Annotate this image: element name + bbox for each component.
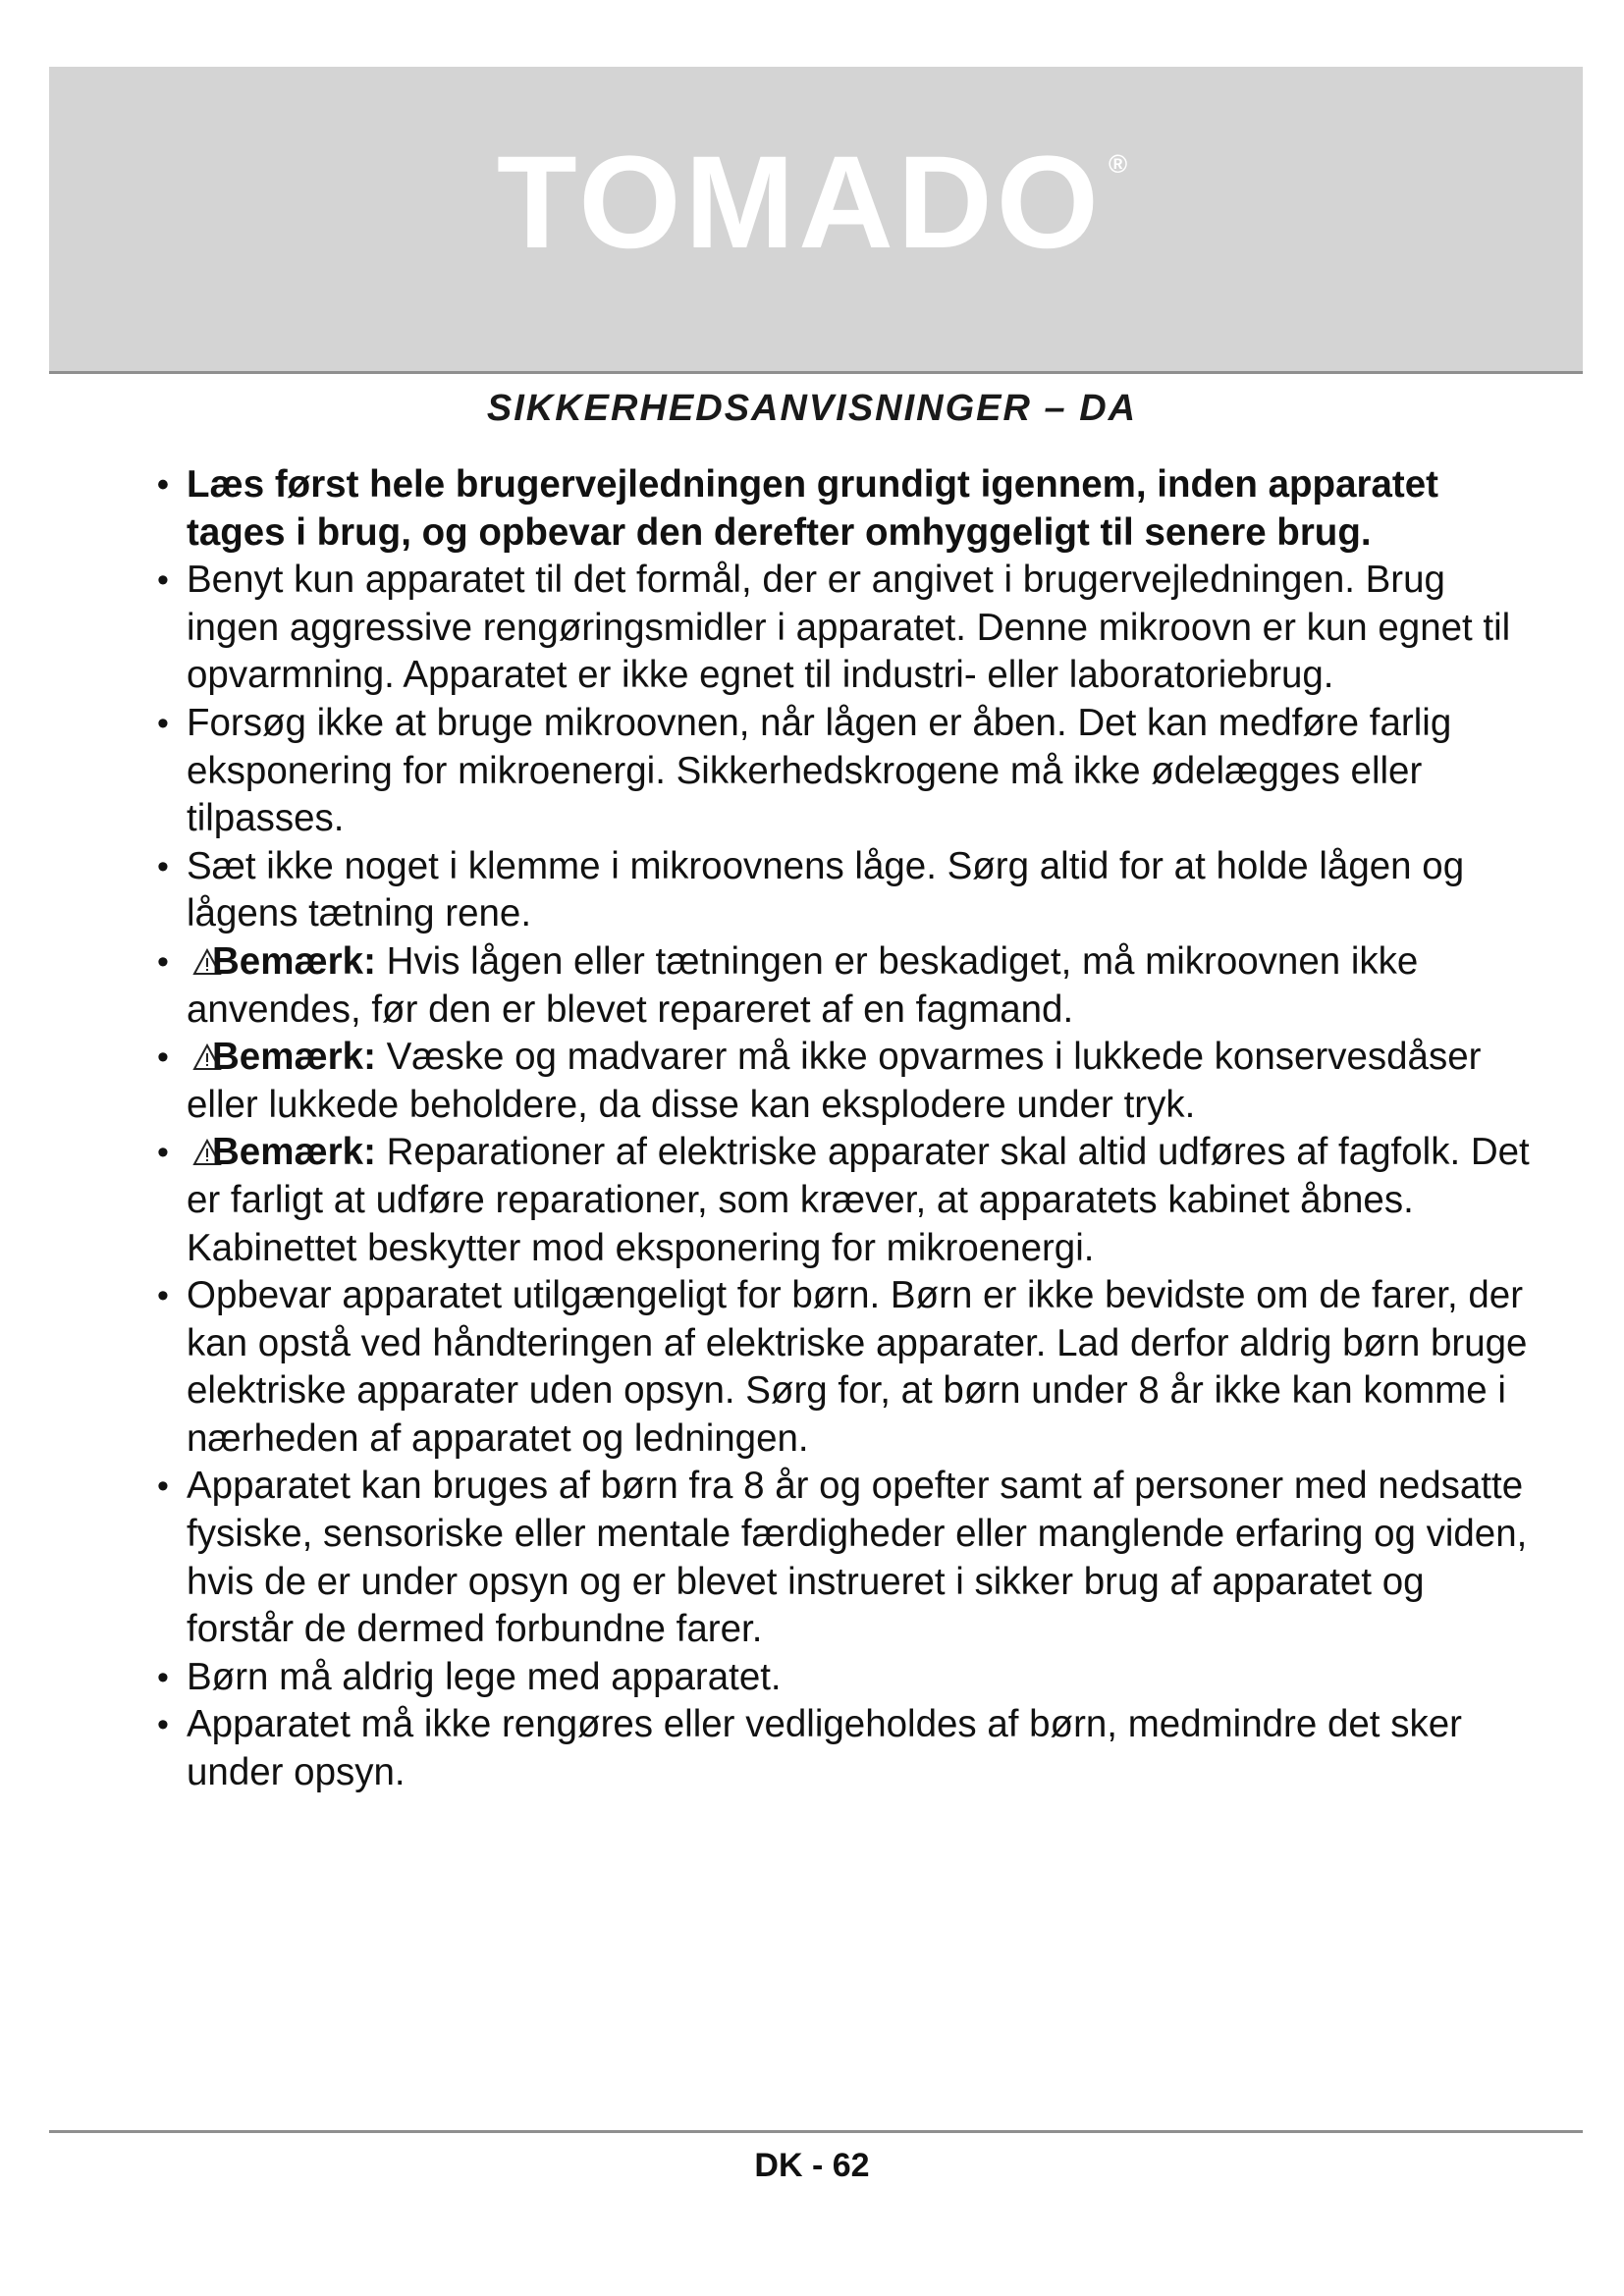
list-item — [157, 1701, 1532, 1796]
bullet: • — [157, 1277, 169, 1315]
bullet: • — [157, 1039, 169, 1077]
bullet: • — [157, 847, 169, 885]
list-item — [157, 1654, 1532, 1702]
section-title: SIKKERHEDSANVISNINGER – DA — [486, 388, 1138, 429]
bullet: • — [157, 1658, 169, 1696]
note-label: Bemærk: — [212, 1131, 376, 1174]
brand-name: TOMADO — [496, 130, 1103, 276]
bullet: • — [157, 704, 169, 742]
list-item — [157, 557, 1532, 700]
registered-mark: ® — [1108, 149, 1128, 179]
page-number: DK - 62 — [754, 2147, 870, 2184]
item-text: Væske og madvarer må ikke opvarmes i lukkede konservesdåser eller lukkede beholdere, da disse kan eksplodere under tryk. — [187, 1036, 1482, 1126]
bullet: • — [157, 1706, 169, 1744]
list-item — [157, 1129, 1532, 1272]
note-label: Bemærk: — [212, 1036, 376, 1079]
footer-divider — [49, 2130, 1583, 2133]
list-item — [157, 1272, 1532, 1463]
header-divider — [49, 371, 1583, 374]
list-item — [157, 938, 1532, 1034]
item-text: Læs først hele brugervejledningen grundigt igennem, inden apparatet tages i brug, og opbevar den derefter omhyggeligt til senere brug. — [187, 463, 1438, 554]
safety-instructions-list — [157, 461, 1532, 1797]
bullet: • — [157, 466, 169, 504]
list-item — [157, 1463, 1532, 1653]
bullet: • — [157, 561, 169, 600]
item-text: Reparationer af elektriske apparater skal altid udføres af fagfolk. Det er farligt at udføre reparationer, som kræver, at apparatets kabinet åbnes. Kabinettet beskytter mod eksponering for mikroenergi. — [187, 1131, 1530, 1269]
item-text: Hvis lågen eller tætningen er beskadiget, må mikroovnen ikke anvendes, før den er blevet repareret af en fagmand. — [187, 939, 1419, 1031]
note-label: Bemærk: — [212, 939, 376, 983]
brand-logo — [0, 130, 1624, 276]
item-text: Sæt ikke noget i klemme i mikroovnens låge. Sørg altid for at holde lågen og lågens tætning rene. — [187, 844, 1465, 935]
list-item — [157, 1034, 1532, 1129]
bullet: • — [157, 942, 169, 981]
item-text: Forsøg ikke at bruge mikroovnen, når lågen er åben. Det kan medføre farlig eksponering for mikroenergi. Sikkerhedskrogene må ikke ødelægges eller tilpasses. — [187, 701, 1452, 840]
item-text: Benyt kun apparatet til det formål, der er angivet i brugervejledningen. Brug ingen aggressive rengøringsmidler i apparatet. Denne mikroovn er kun egnet til opvarmning. Apparatet er ikke egnet til industri- eller laboratoriebrug. — [187, 559, 1511, 697]
list-item — [157, 700, 1532, 843]
item-text: Apparatet kan bruges af børn fra 8 år og opefter samt af personer med nedsatte fysiske, sensoriske eller mentale færdigheder eller manglende erfaring og viden, hvis de er under opsyn og er blevet instrueret i sikker brug af apparatet og forstår de dermed forbundne farer. — [187, 1465, 1528, 1651]
list-item — [157, 843, 1532, 938]
item-text: Opbevar apparatet utilgængeligt for børn. Børn er ikke bevidste om de farer, der kan opstå ved håndteringen af elektriske apparater. Lad derfor aldrig børn bruge elektriske apparater uden opsyn. Sørg for, at børn under 8 år ikke kan komme i nærheden af apparatet og ledningen. — [187, 1274, 1528, 1460]
bullet: • — [157, 1134, 169, 1172]
list-item — [157, 461, 1532, 557]
bullet: • — [157, 1468, 169, 1506]
item-text: Apparatet må ikke rengøres eller vedligeholdes af børn, medmindre det sker under opsyn. — [187, 1703, 1462, 1794]
item-text: Børn må aldrig lege med apparatet. — [187, 1655, 782, 1698]
